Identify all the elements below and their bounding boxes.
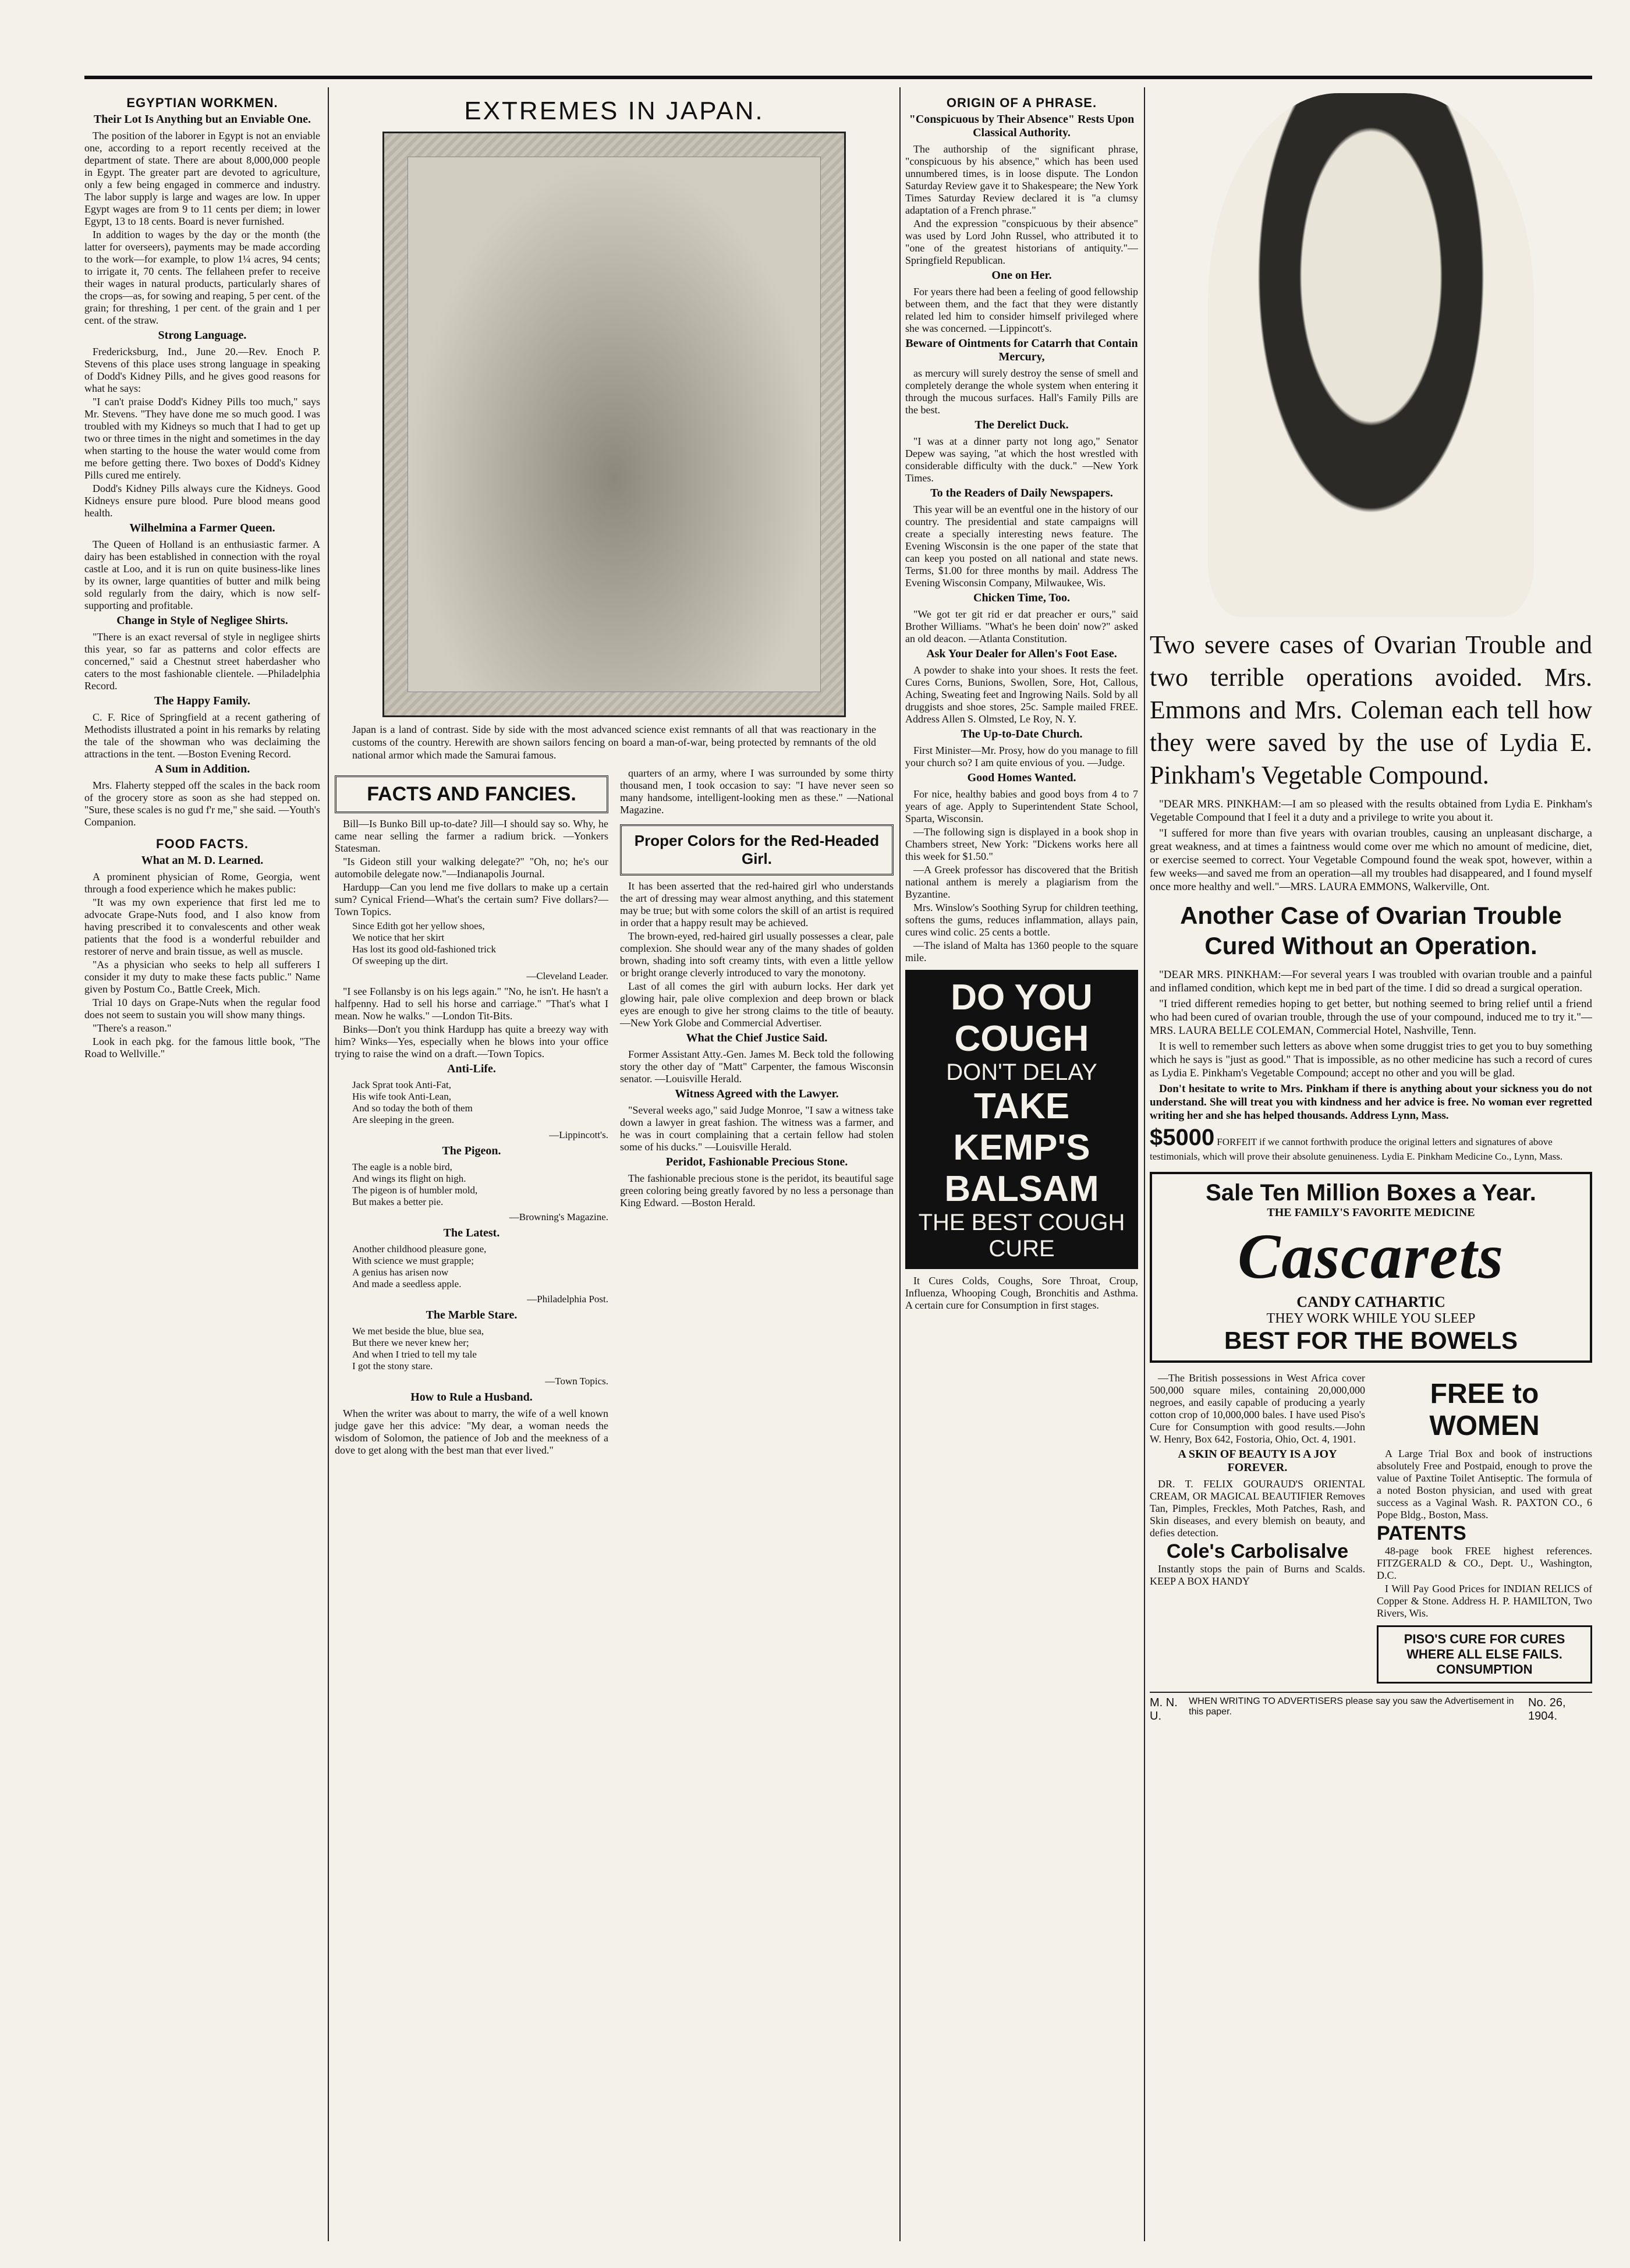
fact-item: Binks—Don't you think Hardupp has quite a breezy way with him? Winks—Yes, especially when he blows into your office trying to raise the wind on a draft.—Town Topics. [335,1023,608,1059]
photo-inner [408,157,821,692]
patents-paragraph: 48-page book FREE highest references. FITZGERALD & CO., Dept. U., Washington, D.C. [1377,1545,1592,1581]
red-girl-paragraph: It has been asserted that the red-haired girl who understands the art of dressing may wear almost anything, and this statement may be true; but with some colors the skill of an artist is required in order that a happy result may be achieved. [620,880,894,929]
red-girl-paragraph: The brown-eyed, red-haired girl usually possesses a clear, pale complexion. She should wear any of the many shades of golden brown, shading into soft creamy tints, with even a little yellow or bright orange cleverly introduced to vary the monotony. [620,930,894,979]
fact-item: "Is Gideon still your walking delegate?" "Oh, no; he's our automobile delegate now."—Indianapolis Journal. [335,856,608,880]
egypt-title: EGYPTIAN WORKMEN. [126,95,278,110]
strong-paragraph: Dodd's Kidney Pills always cure the Kidneys. Good Kidneys ensure pure blood. Pure blood means good health. [84,483,320,519]
fact-item: "I see Follansby is on his legs again." "No, he isn't. He hasn't a halfpenny. Had to sell his horse and carriage." "That's what I mean. Now he walks." —London Tit-Bits. [335,986,608,1022]
photo-caption: Japan is a land of contrast. Side by side with the most advanced science exist remnants of all that was reactionary in the customs of the country. Herewith are shown sailors fencing on board a man-of-war, being protected by remnants of the old national armor which made the Samurai famous. [352,724,876,761]
marble-title: The Marble Stare. [426,1309,518,1321]
cascarets-bottom: BEST FOR THE BOWELS [1224,1327,1518,1354]
column-divider [1144,87,1145,2241]
forfeit-line [1150,1125,1592,1163]
patents-title: PATENTS [1377,1522,1466,1544]
misc-paragraph: —The island of Malta has 1360 people to the square mile. [905,940,1138,963]
forfeit-amount: $5000 [1150,1125,1215,1150]
origin-title: ORIGIN OF A PHRASE. [946,95,1097,110]
duck-title: The Derelict Duck. [975,419,1069,431]
sailors-fencing-photo [382,132,846,717]
pinkham-headline-2: Another Case of Ovarian Trouble Cured Without an Operation. [1180,902,1562,959]
column-1 [84,87,320,1061]
egypt-paragraph: In addition to wages by the day or the month (the latter for overseers), payments may be made according to the work—for example, to plow 1¼ acres, 94 cents; to irrigate it, 70 cents. The fellaheen prefer to receive their wages in natural products, particularly shares of the crops—as, for sowing and reaping, 5 per cent. of the grain; for threshing, 1 per cent. of the grain and 1 per cent. of the straw. [84,229,320,326]
facts-title: FACTS AND FANCIES. [335,775,608,813]
food-paragraph: "There's a reason." [93,1022,172,1034]
carbolisalve-paragraph: Instantly stops the pain of Burns and Scalds. KEEP A BOX HANDY [1150,1563,1365,1587]
column-3 [905,87,1138,1313]
chicken-paragraph: "We got ter git rid er dat preacher er ours," said Brother Williams. "What's he been doin' now?" asked an old deacon. —Atlanta Constitution. [905,608,1138,644]
kemp-text: It Cures Colds, Coughs, Sore Throat, Croup, Influenza, Whooping Cough, Bronchitis and Asthma. A certain cure for Consumption in first stages. [905,1275,1138,1311]
wilhelmina-paragraph: The Queen of Holland is an enthusiastic farmer. A dairy has been established in connection with the royal castle at Loo, and it is run on quite business-like lines by its owner, large quantities of butter and milk being sold regularly from the dairy, which is now self-supporting and profitable. [84,538,320,611]
misc-paragraph: —A Greek professor has discovered that the British national anthem is merely a plagiarism from the Byzantine. [905,864,1138,900]
poem-source: —Lippincott's. [549,1129,608,1140]
homes-title: Good Homes Wanted. [967,771,1076,784]
piso-paragraph: —The British possessions in West Africa cover 500,000 square miles, containing 20,000,000 negroes, and easily capable of producing a yearly cotton crop of 10,000,000 bales. I have used Piso's Cure for Consumption with good results.—John W. Henry, Box 642, Fostoria, Ohio, Oct. 4, 1901. [1150,1372,1365,1445]
fact-item: Hardupp—Can you lend me five dollars to make up a certain sum? Cynical Friend—What's the certain sum? Five dollars?—Town Topics. [335,881,608,917]
misc-paragraph: Mrs. Winslow's Soothing Syrup for children teething, softens the gums, reduces inflammation, allays pain, cures wind colic. 25 cents a bottle. [905,902,1138,938]
sum-title: A Sum in Addition. [154,763,250,775]
sum-paragraph: Mrs. Flaherty stepped off the scales in the back room of the grocery store as soon as she had stepped on. "Sure, these scales is no gud f'r me," she said. —Youth's Companion. [84,779,320,828]
strong-paragraph: "I can't praise Dodd's Kidney Pills too much," says Mr. Stevens. "They have done me so much good. I was troubled with my Kidneys so much that I had to get up two or three times in the night and sometimes in the day when starting to the house the water would come from me before getting there. Two boxes of Dodd's Kidney Pills cured me entirely. [84,396,320,481]
uptodate-paragraph: First Minister—Mr. Prosy, how do you manage to fill your church so? I am quite envious of you. —Judge. [905,745,1138,768]
page-footer [1150,1692,1592,1723]
husband-title: How to Rule a Husband. [410,1391,533,1404]
pigeon-title: The Pigeon. [442,1144,501,1157]
husband-paragraph: When the writer was about to marry, the wife of a well known judge gave her this advice: "My dear, a woman needs the wisdom of Solomon, the patience of Job and the meekness of a dove to get along with the best man that ever lived." [335,1408,608,1456]
footer-right: No. 26, 1904. [1528,1696,1566,1723]
red-girl-column [620,767,894,1458]
fact-item: Bill—Is Bunko Bill up-to-date? Jill—I should say so. Why, he came near selling the farmer a radium brick. —Yonkers Statesman. [335,818,608,854]
origin-subtitle: "Conspicuous by Their Absence" Rests Upon Classical Authority. [909,113,1135,139]
carbolisalve-title: Cole's Carbolisalve [1166,1540,1349,1562]
egypt-paragraph: The position of the laborer in Egypt is not an enviable one, according to a report recently received at the department of state. There are about 8,000,000 people in Egypt. The greater part are devoted to agriculture, only a few being engaged in commerce and industry. The labor supply is large and wages are low. In upper Egypt wages are from 9 to 11 cents per diem; in lower Egypt, 13 to 18 cents. Board is never furnished. [84,130,320,227]
witness-title: Witness Agreed with the Lawyer. [675,1087,839,1100]
egypt-subtitle: Their Lot Is Anything but an Enviable One. [93,113,311,126]
column-divider [328,87,329,2241]
readers-paragraph: This year will be an eventful one in the history of our country. The presidential and state campaigns will create a specially interesting news feature. The Evening Wisconsin is the one paper of the state that can keep you posted on all national and state news. Terms, $1.00 for three months by mail. Address The Evening Wisconsin Company, Milwaukee, Wis. [905,504,1138,589]
antilife-title: Anti-Life. [447,1062,496,1075]
misc-paragraph: —The following sign is displayed in a book shop in Chambers street, New York: "Dickens works here all this week for $1.50." [905,826,1138,862]
pinkham-letter: "I tried different remedies hoping to get better, but nothing seemed to bring relief until a friend who had been cured of ovarian trouble, through the use of your compound, induced me to try it."—MRS. LAURA BELLE COLEMAN, Commercial Hotel, Nashville, Tenn. [1150,998,1592,1037]
uptodate-title: The Up-to-Date Church. [961,728,1083,740]
poem-source: —Town Topics. [545,1376,608,1387]
kemp-line: TAKE KEMP'S BALSAM [944,1086,1099,1209]
family-paragraph: C. F. Rice of Springfield at a recent gathering of Methodists illustrated a point in his remarks by relating the tale of the showman who was declaiming the attractions in the tent. —Boston Evening Record. [84,711,320,760]
poem: Jack Sprat took Anti-Fat, His wife took Anti-Lean, And so today the both of them Are sleeping in the green. [352,1079,473,1125]
witness-paragraph: "Several weeks ago," said Judge Monroe, "I saw a witness take down a lawyer in great fashion. The witness was a farmer, and he was in court complaining that a certain fellow had stolen some of his ducks." —Louisville Herald. [620,1104,894,1153]
homes-paragraph: For nice, healthy babies and good boys from 4 to 7 years of age. Apply to Superintendent State School, Sparta, Wisconsin. [905,788,1138,824]
kemp-balsam-ad [905,970,1138,1269]
kemp-line: DO YOU COUGH [951,977,1093,1059]
column-4 [1150,87,1592,1723]
food-subtitle: What an M. D. Learned. [141,854,264,867]
column-2 [335,87,894,1458]
free-women-title: FREE to WOMEN [1429,1378,1540,1441]
food-paragraph: "As a physician who seeks to help all sufferers I consider it my duty to make these facts public." Name given by Postum Co., Battle Creek, Mich. [84,959,320,995]
food-title: FOOD FACTS. [156,837,249,851]
food-paragraph: "It was my own experience that first led me to advocate Grape-Nuts food, and I also know from having prescribed it to convalescents and other weak patients that the food is a wonderful rebuilder and restorer of nerve and brain tissue, as well as muscle. [84,896,320,957]
chicken-title: Chicken Time, Too. [973,591,1070,604]
peridot-title: Peridot, Fashionable Precious Stone. [665,1156,848,1168]
catarrh-paragraph: as mercury will surely destroy the sense of smell and completely derange the whole system when entering it through the mucous surfaces. Hall's Family Pills are the best. [905,367,1138,416]
cascarets-ad [1150,1172,1592,1363]
lower-columns [335,767,894,1458]
red-girl-paragraph: Last of all comes the girl with auburn locks. Her dark yet glowing hair, pale olive complexion and deep brown or black eyes are enough to give her strong claims to the title of beauty. —New York Globe and Commercial Advertiser. [620,980,894,1029]
pinkham-letter: It is well to remember such letters as above when some druggist tries to get you to buy something which he says is "just as good." That is impossible, as no other medicine has such a record of cures as Lydia E. Pinkham's Vegetable Compound; accept no other and you will be glad. [1150,1040,1592,1079]
forfeit-text: FORFEIT if we cannot forthwith produce the original letters and signatures of above testimonials, which will prove their absolute genuineness. Lydia E. Pinkham Medicine Co., Lynn, Mass. [1150,1136,1563,1162]
pinkham-letter: "DEAR MRS. PINKHAM:—I am so pleased with the results obtained from Lydia E. Pinkham's Vegetable Compound that I feel it a duty and a privilege to write you about it. [1150,798,1592,824]
food-paragraph: A prominent physician of Rome, Georgia, went through a food experience which he makes public: [84,871,320,895]
poem-source: —Cleveland Leader. [526,970,608,981]
column-divider [899,87,901,2241]
food-paragraph: Look in each pkg. for the famous little book, "The Road to Wellville." [84,1036,320,1059]
cascarets-logo: Cascarets [1238,1221,1504,1292]
wilhelmina-title: Wilhelmina a Farmer Queen. [129,522,275,534]
gouraud-title: A SKIN OF BEAUTY IS A JOY FOREVER. [1178,1448,1337,1474]
allen-paragraph: A powder to shake into your shoes. It rests the feet. Cures Corns, Bunions, Swollen, Sore, Hot, Callous, Aching, Sweating feet and Ingrowing Nails. Sold by all druggists and shoe stores, 25c. Sample mailed FREE. Address Allen S. Olmsted, Le Roy, N. Y. [905,664,1138,725]
cascarets-candy: CANDY CATHARTIC [1296,1294,1445,1310]
food-paragraph: Trial 10 days on Grape-Nuts when the regular food does not seem to sustain you will show many things. [84,997,320,1020]
strong-paragraph: Fredericksburg, Ind., June 20.—Rev. Enoch P. Stevens of this place uses strong language in speaking of Dodd's Kidney Pills, and he gives good reasons for what he says: [84,346,320,394]
oneher-title: One on Her. [991,269,1052,282]
pinkham-letter: "I suffered for more than five years with ovarian troubles, causing an unpleasant discharge, a great weakness, and at times a faintness would come over me which no amount of medicine, diet, or exercise seemed to correct. Your Vegetable Compound found the weak spot, however, within a few weeks—and saved me from an operation—all my troubles had disappeared, and I found myself once more healthy and well."—MRS. LAURA EMMONS, Walkerville, Ont. [1150,827,1592,893]
facts-column [335,767,608,1458]
bottom-ads-left [1150,1372,1365,1684]
pinkham-headline: Two severe cases of Ovarian Trouble and two terrible operations avoided. Mrs. Emmons and Mrs. Coleman each tell how they were saved by the use of Lydia E. Pinkham's Vegetable Compound. [1150,630,1592,789]
poem: The eagle is a noble bird, And wings its flight on high. The pigeon is of humbler mold, But makes a better pie. [352,1161,478,1207]
justice-paragraph: Former Assistant Atty.-Gen. James M. Beck told the following story the other day of "Matt" Carpenter, the famous Wisconsin senator. —Louisville Herald. [620,1048,894,1085]
kemp-line: DON'T DELAY [946,1059,1097,1085]
peridot-paragraph: The fashionable precious stone is the peridot, its beautiful sage green coloring being greatly favored by no less a personage than King Edward. —Boston Herald. [620,1172,894,1209]
indian-relics-paragraph: I Will Pay Good Prices for INDIAN RELICS of Copper & Stone. Address H. P. HAMILTON, Two Rivers, Wis. [1377,1583,1592,1619]
army-paragraph: quarters of an army, where I was surrounded by some thirty thousand men, I took occasion to say: "I have never seen so many handsome, intelligent-looking men as these." —National Magazine. [620,767,894,816]
duck-paragraph: "I was at a dinner party not long ago," Senator Depew was saying, "at which the host wrestled with considerable difficulty with the duck." —New York Times. [905,435,1138,484]
footer-left: M. N. U. [1150,1696,1178,1723]
allen-title: Ask Your Dealer for Allen's Foot Ease. [926,647,1117,660]
red-girl-title: Proper Colors for the Red-Headed Girl. [620,824,894,876]
negligee-title: Change in Style of Negligee Shirts. [116,614,288,627]
bottom-ads-right [1377,1372,1592,1684]
justice-title: What the Chief Justice Said. [686,1032,828,1044]
free-women-paragraph: A Large Trial Box and book of instructions absolutely Free and Postpaid, enough to prove the value of Paxtine Toilet Antiseptic. The formula of a noted Boston physician, and used with great success as a Vaginal Wash. R. PAXTON CO., 6 Pope Bldg., Boston, Mass. [1377,1448,1592,1521]
origin-paragraph: The authorship of the significant phrase, "conspicuous by his absence," which has been used unnumbered times, is in loose dispute. The London Saturday Review gave it to Shakespeare; the New York Times Saturday Review declared it is "a clumsy adaptation of a French phrase." [905,143,1138,216]
footer-note: WHEN WRITING TO ADVERTISERS please say you saw the Advertisement in this paper. [1189,1696,1514,1717]
cascarets-top: Sale Ten Million Boxes a Year. [1206,1180,1536,1206]
family-title: The Happy Family. [154,694,251,707]
bottom-ads [1150,1372,1592,1684]
oneher-paragraph: For years there had been a feeling of good fellowship between them, and the fact that they were distantly related led him to consider himself privileged where she was concerned. —Lippincott's. [905,286,1138,334]
catarrh-title: Beware of Ointments for Catarrh that Contain Mercury, [905,337,1138,363]
poem: Another childhood pleasure gone, With science we must grapple; A genius has arisen now And made a seedless apple. [352,1243,487,1289]
kemp-line: THE BEST COUGH CURE [918,1210,1125,1261]
cascarets-slogan: THEY WORK WHILE YOU SLEEP [1266,1311,1476,1326]
piso-cure-box: PISO'S CURE FOR CURES WHERE ALL ELSE FAILS. CONSUMPTION [1377,1625,1592,1684]
poem: Since Edith got her yellow shoes, We notice that her skirt Has lost its good old-fashioned trick Of sweeping up the dirt. [352,920,496,966]
readers-title: To the Readers of Daily Newspapers. [930,487,1113,499]
gouraud-paragraph: DR. T. FELIX GOURAUD'S ORIENTAL CREAM, OR MAGICAL BEAUTIFIER Removes Tan, Pimples, Freckles, Moth Patches, Rash, and Skin diseases, and every blemish on beauty, and defies detection. [1150,1478,1365,1539]
pinkham-letter: Don't hesitate to write to Mrs. Pinkham if there is anything about your sickness you do not understand. She will treat you with kindness and her advice is free. No woman ever regretted writing her and she has helped thousands. Address Lynn, Mass. [1150,1083,1592,1122]
japan-title: EXTREMES IN JAPAN. [464,97,764,125]
cascarets-tag: THE FAMILY'S FAVORITE MEDICINE [1267,1206,1475,1219]
origin-paragraph: And the expression "conspicuous by their absence" was used by Lord John Russel, who attributed it to "one of the greatest historians of antiquity."—Springfield Republican. [905,218,1138,266]
poem-source: —Philadelphia Post. [527,1294,608,1305]
negligee-paragraph: "There is an exact reversal of style in negligee shirts this year, so far as patterns and color effects are concerned," said a Chestnut street haberdasher who caters to the most fashionable clientele. —Philadelphia Record. [84,631,320,692]
top-rule [84,76,1592,79]
strong-title: Strong Language. [158,329,247,342]
poem: We met beside the blue, blue sea, But there we never knew her; And when I tried to tell my tale I got the stony stare. [352,1326,484,1372]
newspaper-page [84,76,1592,2241]
poem-source: —Browning's Magazine. [509,1211,608,1222]
woman-portrait-illustration [1208,93,1534,617]
pinkham-letter: "DEAR MRS. PINKHAM:—For several years I was troubled with ovarian trouble and a painful and inflamed condition, which kept me in bed part of the time. I did so dread a surgical operation. [1150,969,1592,994]
latest-title: The Latest. [443,1227,500,1239]
